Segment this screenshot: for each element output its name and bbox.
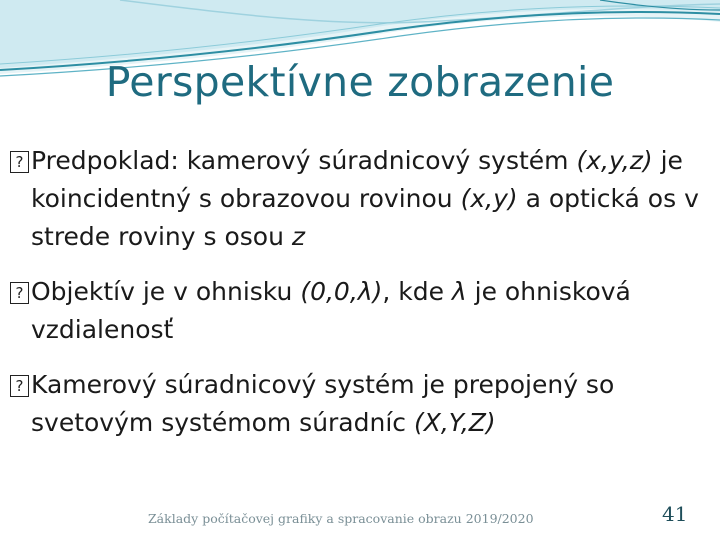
bullet-text-run-italic: (x,y)	[460, 184, 518, 213]
bullet-list	[10, 142, 710, 459]
bullet-item	[10, 273, 710, 349]
box-bullet-icon: ?	[10, 375, 29, 397]
bullet-text-run: Kamerový súradnicový systém je prepojený so svetovým systémom súradníc	[31, 370, 615, 437]
bullet-text-run: Objektív je v ohnisku	[31, 277, 301, 306]
bullet-text	[31, 277, 631, 344]
bullet-text-run: , kde	[382, 277, 452, 306]
bullet-text-run-italic: (0,0,λ)	[300, 277, 383, 306]
bullet-text-run: je koincidentný s obrazovou rovinou	[31, 146, 683, 213]
bullet-text-run-italic: z	[291, 222, 305, 251]
bullet-text-run-italic: λ	[451, 277, 467, 306]
bullet-item	[10, 366, 710, 442]
box-bullet-icon: ?	[10, 282, 29, 304]
bullet-text	[31, 370, 614, 437]
slide-footer: Základy počítačovej grafiky a spracovanie obrazu 2019/2020	[148, 511, 534, 526]
bullet-text	[31, 146, 699, 251]
bullet-text-run: je ohnisková vzdialenosť	[31, 277, 631, 344]
box-bullet-icon: ?	[10, 151, 29, 173]
slide-title: Perspektívne zobrazenie	[105, 58, 615, 106]
bullet-text-run-italic: (X,Y,Z)	[413, 408, 496, 437]
bullet-text-run: Predpoklad: kamerový súradnicový systém	[31, 146, 577, 175]
page-number: 41	[662, 502, 688, 526]
bullet-text-run-italic: (x,y,z)	[576, 146, 653, 175]
bullet-text-run: a optická os v strede roviny s osou	[31, 184, 699, 251]
bullet-item	[10, 142, 710, 256]
